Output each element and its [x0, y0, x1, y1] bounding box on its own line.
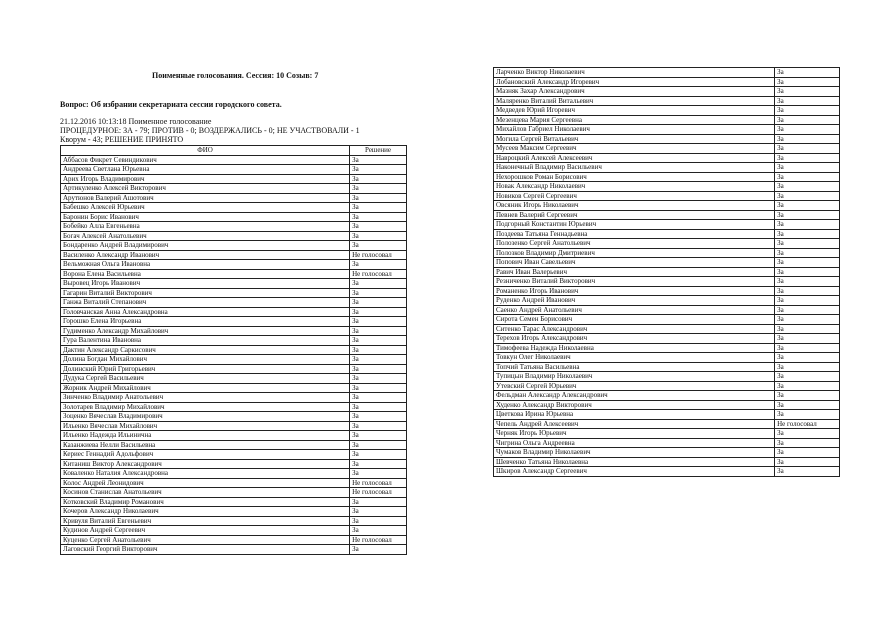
vote-decision: За [350, 184, 407, 194]
table-row [494, 315, 840, 325]
question-text: Вопрос: Об избрании секретариата сессии городского совета. [60, 100, 282, 109]
vote-decision: За [775, 68, 840, 78]
table-row [494, 258, 840, 268]
table-row [494, 191, 840, 201]
table-row [61, 526, 407, 536]
vote-decision: Не голосовал [350, 535, 407, 545]
deputy-name: Долина Богдан Михайлович [61, 355, 350, 365]
table-row [494, 96, 840, 106]
table-row [494, 286, 840, 296]
table-row [494, 277, 840, 287]
vote-decision: За [350, 345, 407, 355]
deputy-name: Навроцкий Алексей Алексеевич [494, 153, 775, 163]
deputy-name: Товкун Олег Николаевич [494, 353, 775, 363]
vote-decision: За [350, 497, 407, 507]
deputy-name: Полозенко Сергей Анатольевич [494, 239, 775, 249]
table-row [61, 412, 407, 422]
vote-decision: За [350, 412, 407, 422]
vote-decision: За [775, 277, 840, 287]
table-row [494, 144, 840, 154]
vote-decision: Не голосовал [350, 488, 407, 498]
deputy-name: Выровец Игорь Иванович [61, 279, 350, 289]
vote-decision: За [775, 457, 840, 467]
vote-decision: За [350, 450, 407, 460]
vote-decision: За [775, 229, 840, 239]
table-row [494, 400, 840, 410]
deputy-name: Романенко Игорь Иванович [494, 286, 775, 296]
table-row [494, 448, 840, 458]
deputy-name: Попович Иван Савельевич [494, 258, 775, 268]
table-row [61, 469, 407, 479]
vote-decision: За [350, 231, 407, 241]
table-row [494, 182, 840, 192]
vote-decision: Не голосовал [775, 419, 840, 429]
table-row [494, 153, 840, 163]
table-row [61, 288, 407, 298]
vote-decision: За [350, 383, 407, 393]
deputy-name: Колос Андрей Леонидович [61, 478, 350, 488]
table-row [61, 497, 407, 507]
table-row [61, 336, 407, 346]
deputy-name: Чигрина Ольга Андреевна [494, 438, 775, 448]
table-row [61, 507, 407, 517]
deputy-name: Казанжиева Нелли Васильевна [61, 440, 350, 450]
vote-decision: За [775, 87, 840, 97]
deputy-name: Тимофеева Надежда Николаевна [494, 343, 775, 353]
vote-decision: За [350, 260, 407, 270]
vote-decision: За [350, 222, 407, 232]
vote-decision: За [775, 239, 840, 249]
table-row [61, 421, 407, 431]
vote-decision: За [350, 459, 407, 469]
table-row [494, 305, 840, 315]
column-header-decision: Решение [350, 146, 407, 156]
deputy-name: Резниченко Виталий Викторович [494, 277, 775, 287]
deputy-name: Коваленко Наталия Александровна [61, 469, 350, 479]
vote-decision: За [775, 106, 840, 116]
table-row [494, 429, 840, 439]
table-row [494, 68, 840, 78]
deputy-name: Китаниш Виктор Александрович [61, 459, 350, 469]
table-row [61, 345, 407, 355]
table-row [61, 535, 407, 545]
vote-decision: За [350, 317, 407, 327]
table-row [494, 239, 840, 249]
vote-decision: За [350, 364, 407, 374]
vote-decision: За [350, 193, 407, 203]
deputy-name: Кериес Геннадий Адольфович [61, 450, 350, 460]
deputy-name: Маляренко Виталий Витальевич [494, 96, 775, 106]
vote-decision: За [775, 267, 840, 277]
vote-decision: За [350, 393, 407, 403]
deputy-name: Ларченко Виктор Николаевич [494, 68, 775, 78]
vote-decision: За [350, 203, 407, 213]
vote-decision: За [775, 315, 840, 325]
vote-decision: За [775, 77, 840, 87]
table-row [494, 372, 840, 382]
deputy-name: Котковский Владимир Романович [61, 497, 350, 507]
vote-decision: За [350, 431, 407, 441]
vote-decision: За [350, 355, 407, 365]
deputy-name: Ситенко Тарас Александрович [494, 324, 775, 334]
table-row [494, 296, 840, 306]
deputy-name: Лаговский Георгий Викторович [61, 545, 350, 555]
table-row [494, 134, 840, 144]
deputy-name: Певнев Валерий Сергеевич [494, 210, 775, 220]
deputy-name: Лобановский Александр Игоревич [494, 77, 775, 87]
deputy-name: Подгорный Константин Юрьевич [494, 220, 775, 230]
deputy-name: Шевченко Татьяна Николаевна [494, 457, 775, 467]
vote-decision: За [775, 96, 840, 106]
table-row [61, 431, 407, 441]
deputy-name: Богач Алексей Анатольевич [61, 231, 350, 241]
deputy-name: Горошко Елена Игорьевна [61, 317, 350, 327]
deputy-name: Утевский Сергей Юрьевич [494, 381, 775, 391]
deputy-name: Тупицын Владимир Николаевич [494, 372, 775, 382]
deputy-name: Фельдман Александр Александрович [494, 391, 775, 401]
table-row [494, 115, 840, 125]
vote-decision: За [775, 372, 840, 382]
table-row [61, 241, 407, 251]
deputy-name: Чумаков Владимир Николаевич [494, 448, 775, 458]
vote-decision: За [350, 421, 407, 431]
vote-decision: За [775, 362, 840, 372]
vote-decision: За [350, 545, 407, 555]
vote-decision: За [775, 125, 840, 135]
column-header-name: ФИО [61, 146, 350, 156]
deputy-name: Кудинов Андрей Сергеевич [61, 526, 350, 536]
deputy-name: Василенко Александр Иванович [61, 250, 350, 260]
vote-decision: За [350, 516, 407, 526]
deputy-name: Могила Сергей Витальевич [494, 134, 775, 144]
table-row [494, 343, 840, 353]
deputy-name: Артикуленко Алексей Викторович [61, 184, 350, 194]
deputy-name: Бобейко Алла Евгеньевна [61, 222, 350, 232]
deputy-name: Худенко Александр Викторович [494, 400, 775, 410]
table-row [494, 353, 840, 363]
deputy-name: Дудука Сергей Васильевич [61, 374, 350, 384]
deputy-name: Золотарев Владимир Михайлович [61, 402, 350, 412]
table-row [61, 307, 407, 317]
deputy-name: Ильенко Надежда Ильинична [61, 431, 350, 441]
deputy-name: Сирота Семен Борисович [494, 315, 775, 325]
vote-decision: За [775, 343, 840, 353]
vote-decision: За [775, 210, 840, 220]
vote-decision: За [350, 326, 407, 336]
table-row [494, 410, 840, 420]
table-row [494, 267, 840, 277]
deputy-name: Цветкова Ирина Юрьевна [494, 410, 775, 420]
table-row [61, 269, 407, 279]
vote-decision: За [775, 381, 840, 391]
deputy-name: Андреева Светлана Юрьевна [61, 165, 350, 175]
vote-decision: За [775, 334, 840, 344]
table-row [61, 165, 407, 175]
vote-decision: За [775, 391, 840, 401]
table-row [61, 516, 407, 526]
vote-decision: За [775, 410, 840, 420]
vote-decision: За [350, 298, 407, 308]
vote-decision: Не голосовал [350, 250, 407, 260]
deputy-name: Чепель Андрей Алексеевич [494, 419, 775, 429]
vote-decision: За [775, 305, 840, 315]
vote-decision: За [350, 402, 407, 412]
deputy-name: Новак Александр Николаевич [494, 182, 775, 192]
deputy-name: Зинченко Владимир Анатольевич [61, 393, 350, 403]
table-row [61, 193, 407, 203]
deputy-name: Гура Валентина Ивановна [61, 336, 350, 346]
table-row [494, 87, 840, 97]
table-row [61, 279, 407, 289]
deputy-name: Черняк Игорь Юрьевич [494, 429, 775, 439]
deputy-name: Мезенцева Мария Сергеевна [494, 115, 775, 125]
deputy-name: Мусеев Максим Сергеевич [494, 144, 775, 154]
table-row [61, 545, 407, 555]
table-row [61, 203, 407, 213]
deputy-name: Гагарин Виталий Викторович [61, 288, 350, 298]
vote-decision: Не голосовал [350, 478, 407, 488]
deputy-name: Долинский Юрий Григорьевич [61, 364, 350, 374]
deputy-name: Новиков Сергей Сергеевич [494, 191, 775, 201]
deputy-name: Арих Игорь Владимирович [61, 174, 350, 184]
vote-decision: За [775, 144, 840, 154]
vote-decision: За [775, 163, 840, 173]
deputy-name: Ворона Елена Васильевна [61, 269, 350, 279]
table-row [61, 222, 407, 232]
deputy-name: Ганжа Виталий Степанович [61, 298, 350, 308]
vote-decision: За [350, 336, 407, 346]
deputy-name: Овсяник Игорь Николаевич [494, 201, 775, 211]
table-row [494, 229, 840, 239]
table-row [494, 419, 840, 429]
vote-decision: За [775, 134, 840, 144]
table-row [61, 459, 407, 469]
deputy-name: Аббасов Фикрет Севиндикович [61, 155, 350, 165]
vote-decision: За [350, 212, 407, 222]
table-header-row [61, 146, 407, 156]
vote-decision: За [350, 526, 407, 536]
table-row [61, 402, 407, 412]
table-row [61, 326, 407, 336]
table-row [494, 201, 840, 211]
table-row [494, 457, 840, 467]
table-row [61, 174, 407, 184]
deputy-name: Вельможная Ольга Ивановна [61, 260, 350, 270]
table-row [494, 362, 840, 372]
vote-decision: За [775, 429, 840, 439]
table-row [61, 231, 407, 241]
table-row [61, 184, 407, 194]
table-row [494, 324, 840, 334]
table-row [494, 391, 840, 401]
vote-decision: За [350, 279, 407, 289]
vote-decision: Не голосовал [350, 269, 407, 279]
deputy-name: Головчанская Анна Александровна [61, 307, 350, 317]
table-row [61, 488, 407, 498]
table-row [61, 317, 407, 327]
vote-decision: За [775, 296, 840, 306]
quorum-line: Кворум - 43; РЕШЕНИЕ ПРИНЯТО [60, 135, 184, 144]
deputy-name: Руденко Андрей Иванович [494, 296, 775, 306]
table-row [494, 334, 840, 344]
vote-decision: За [775, 115, 840, 125]
table-row [494, 210, 840, 220]
vote-decision: За [350, 469, 407, 479]
deputy-name: Косинов Станислав Анатольевич [61, 488, 350, 498]
table-row [61, 212, 407, 222]
deputy-name: Дактин Александр Саркисович [61, 345, 350, 355]
table-row [494, 381, 840, 391]
deputy-name: Гудименко Александр Михайлович [61, 326, 350, 336]
deputy-name: Жорник Андрей Михайлович [61, 383, 350, 393]
vote-decision: За [350, 374, 407, 384]
deputy-name: Бабешко Алексей Юрьевич [61, 203, 350, 213]
table-row [494, 163, 840, 173]
deputy-name: Наконечный Владимир Васильевич [494, 163, 775, 173]
table-row [61, 355, 407, 365]
deputy-name: Терехов Игорь Александрович [494, 334, 775, 344]
table-row [61, 440, 407, 450]
table-row [494, 125, 840, 135]
vote-datetime: 21.12.2016 10:13:18 Поименное голосование [60, 117, 212, 126]
table-row [494, 467, 840, 477]
table-row [494, 77, 840, 87]
table-row [61, 155, 407, 165]
document-title: Поименные голосования. Сессия: 10 Созыв: 7 [152, 71, 319, 80]
table-row [61, 374, 407, 384]
vote-decision: За [775, 258, 840, 268]
deputy-name: Медведев Юрий Игоревич [494, 106, 775, 116]
vote-table-right [493, 67, 840, 477]
deputy-name: Равич Иван Валерьевич [494, 267, 775, 277]
vote-decision: За [775, 448, 840, 458]
vote-decision: За [775, 438, 840, 448]
vote-decision: За [775, 467, 840, 477]
vote-decision: За [350, 155, 407, 165]
table-row [61, 250, 407, 260]
deputy-name: Арутюнов Валерий Ашотович [61, 193, 350, 203]
table-row [494, 438, 840, 448]
vote-table-left [60, 145, 407, 555]
table-row [61, 450, 407, 460]
vote-decision: За [350, 174, 407, 184]
deputy-name: Ильенко Вячеслав Михайлович [61, 421, 350, 431]
table-row [494, 106, 840, 116]
deputy-name: Баронин Борис Иванович [61, 212, 350, 222]
vote-decision: За [350, 165, 407, 175]
vote-decision: За [775, 220, 840, 230]
vote-decision: За [350, 307, 407, 317]
deputy-name: Поздеева Татьяна Геннадьевна [494, 229, 775, 239]
deputy-name: Шкиров Александр Сергеевич [494, 467, 775, 477]
table-row [61, 478, 407, 488]
table-row [494, 220, 840, 230]
vote-decision: За [775, 182, 840, 192]
vote-decision: За [775, 153, 840, 163]
vote-table-right-body [494, 68, 840, 477]
deputy-name: Мазняк Захар Александрович [494, 87, 775, 97]
deputy-name: Полозков Владимир Дмитриевич [494, 248, 775, 258]
vote-decision: За [350, 507, 407, 517]
deputy-name: Зоценко Вячеслав Владимирович [61, 412, 350, 422]
table-row [61, 383, 407, 393]
vote-decision: За [350, 440, 407, 450]
table-row [61, 260, 407, 270]
deputy-name: Саенко Андрей Анатольевич [494, 305, 775, 315]
vote-decision: За [775, 324, 840, 334]
vote-decision: За [775, 248, 840, 258]
vote-decision: За [350, 288, 407, 298]
deputy-name: Куценко Сергей Анатольевич [61, 535, 350, 545]
table-row [61, 393, 407, 403]
table-row [494, 248, 840, 258]
vote-decision: За [350, 241, 407, 251]
vote-decision: За [775, 201, 840, 211]
vote-decision: За [775, 400, 840, 410]
deputy-name: Нехорошков Роман Борисович [494, 172, 775, 182]
deputy-name: Михайлов Габриел Николаевич [494, 125, 775, 135]
table-row [61, 298, 407, 308]
vote-decision: За [775, 286, 840, 296]
vote-decision: За [775, 191, 840, 201]
vote-result-line: ПРОЦЕДУРНОЕ: ЗА - 79; ПРОТИВ - 0; ВОЗДЕРЖАЛИСЬ - 0; НЕ УЧАСТВОВАЛИ - 1 [60, 126, 360, 135]
deputy-name: Бондаренко Андрей Владимирович [61, 241, 350, 251]
table-row [494, 172, 840, 182]
vote-table-left-body [61, 155, 407, 554]
vote-decision: За [775, 172, 840, 182]
deputy-name: Кривуля Виталий Евгеньевич [61, 516, 350, 526]
vote-decision: За [775, 353, 840, 363]
table-row [61, 364, 407, 374]
deputy-name: Топчий Татьяна Васильевна [494, 362, 775, 372]
deputy-name: Кочеров Александр Николаевич [61, 507, 350, 517]
